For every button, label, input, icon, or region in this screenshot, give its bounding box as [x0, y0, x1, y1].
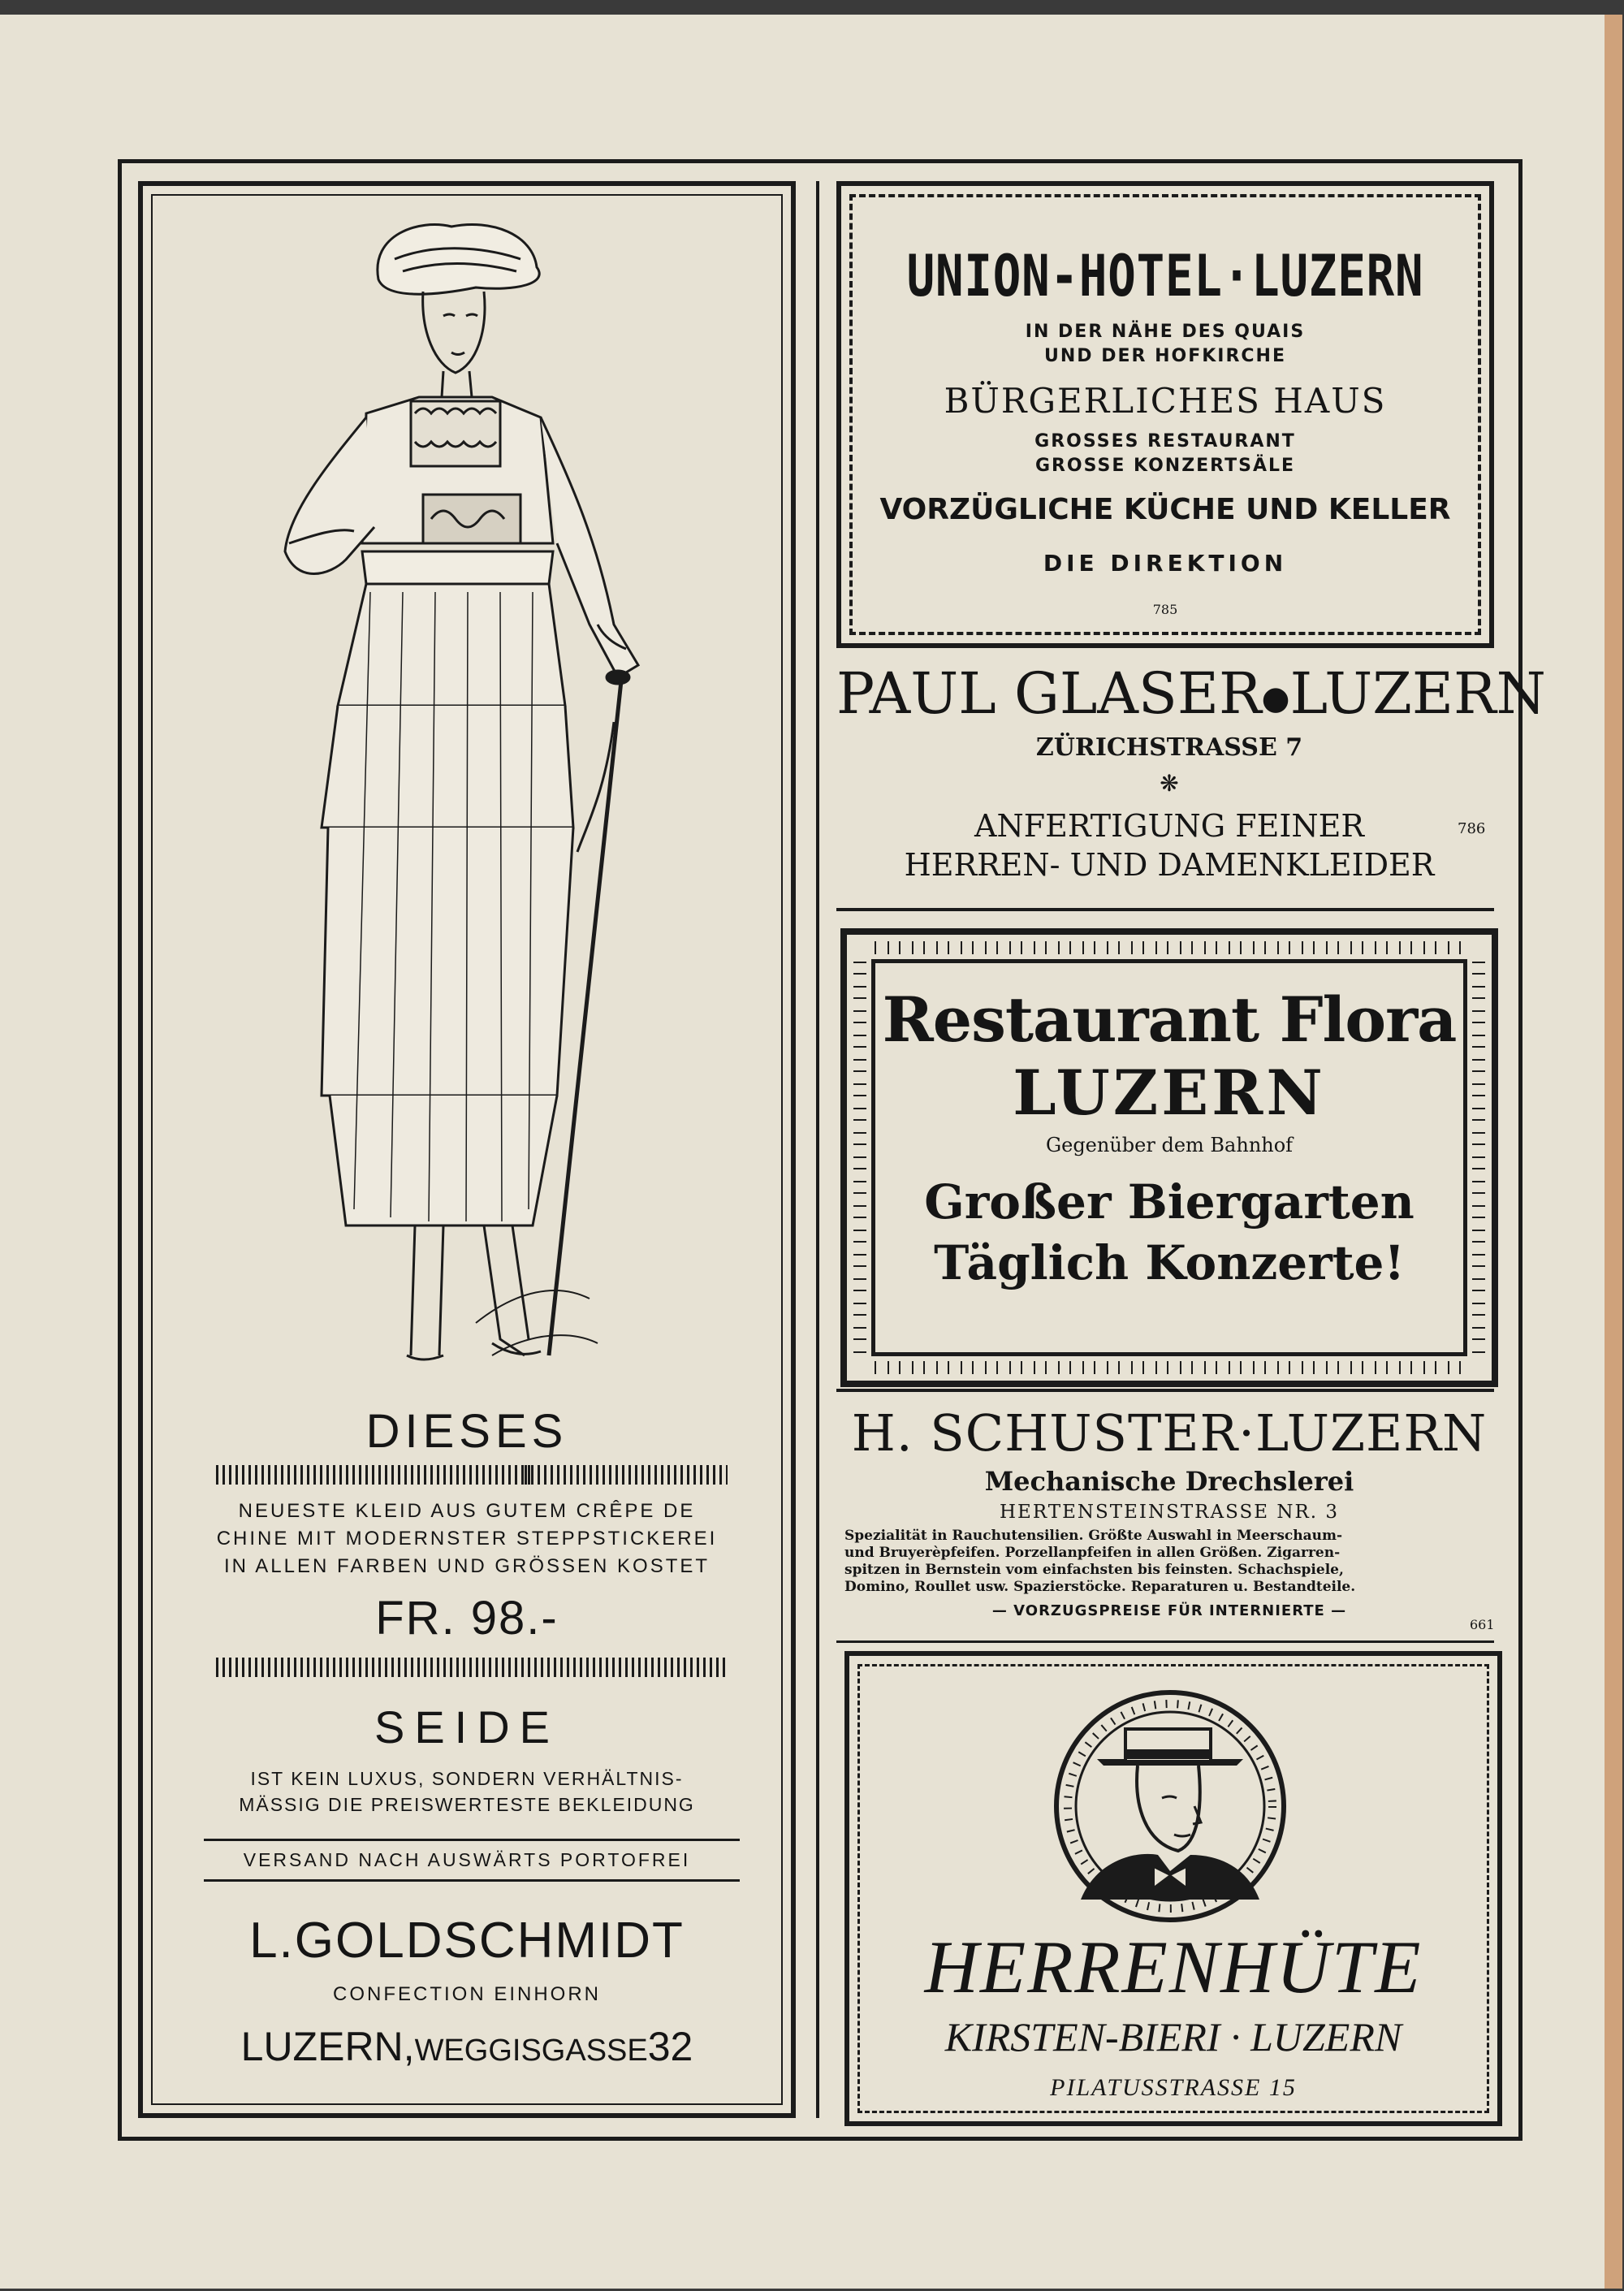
description-line: IN ALLEN FARBEN UND GRÖSSEN KOSTET — [223, 1555, 710, 1577]
divider-line — [204, 1839, 740, 1841]
ad-number: 785 — [1152, 602, 1178, 617]
location-line: IN DER NÄHE DES QUAIS — [1025, 322, 1306, 342]
address-city: LUZERN, — [240, 2024, 415, 2069]
chain-border — [871, 1361, 1467, 1374]
schuster-ad — [836, 1399, 1502, 1639]
flora-inner-frame — [871, 959, 1467, 1356]
section-divider — [836, 1389, 1494, 1392]
gentleman-portrait-icon — [1048, 1684, 1292, 1928]
divider-ticks — [525, 1465, 728, 1485]
description-line: IST KEIN LUXUS, SONDERN VERHÄLTNIS- — [250, 1768, 684, 1789]
flora-line1: Großer Biergarten — [924, 1174, 1415, 1230]
flora-city: LUZERN — [1013, 1057, 1326, 1129]
section-divider — [836, 1640, 1494, 1643]
divider-line — [204, 1879, 740, 1882]
schuster-street: HERTENSTEINSTRASSE NR. 3 — [999, 1502, 1340, 1523]
ornament-icon: ❋ — [1160, 770, 1179, 797]
body-line: Spezialität in Rauchutensilien. Größte Auswahl in Meerschaum- — [844, 1528, 1343, 1544]
glaser-services — [836, 806, 1502, 884]
divider-ticks — [216, 1658, 728, 1677]
headline-dieses: DIESES — [365, 1405, 568, 1458]
service-line: ANFERTIGUNG FEINER — [974, 808, 1364, 844]
description-line: MÄSSIG DIE PREISWERTESTE BEKLEIDUNG — [239, 1794, 695, 1815]
herrenhuete-ad — [844, 1651, 1502, 2126]
price: FR. 98.- — [375, 1592, 559, 1645]
address-number: 32 — [647, 2024, 693, 2069]
paul-glaser-ad — [836, 648, 1546, 908]
flora-title: Restaurant Flora — [882, 983, 1457, 1056]
description-line: CHINE MIT MODERNSTER STEPPSTICKEREI — [216, 1528, 718, 1550]
schuster-body — [844, 1528, 1494, 1596]
glaser-city: LUZERN — [1289, 660, 1546, 727]
address-street: WEGGISGASSE — [414, 2034, 648, 2068]
body-line: Domino, Roullet usw. Spazierstöcke. Reparaturen u. Bestandteile. — [844, 1579, 1356, 1595]
flora-location: Gegenüber dem Bahnhof — [1045, 1134, 1294, 1156]
hotel-signature: DIE DIREKTION — [1043, 550, 1288, 577]
bullet-dot: ● — [1261, 680, 1290, 717]
chain-border — [871, 941, 1467, 954]
column-divider — [816, 181, 819, 2118]
hotel-location — [841, 320, 1489, 369]
description-line: NEUESTE KLEID AUS GUTEM CRÊPE DE — [238, 1500, 696, 1522]
seide-description — [143, 1766, 791, 1818]
hotel-subtitle: BÜRGERLICHES HAUS — [944, 381, 1387, 421]
ad-number: 786 — [1458, 820, 1486, 837]
hotel-title: UNION-HOTEL·LUZERN — [906, 243, 1424, 309]
hotel-slogan: VORZÜGLICHE KÜCHE UND KELLER — [879, 493, 1451, 526]
firm-address — [143, 2023, 791, 2070]
dress-description — [143, 1498, 791, 1580]
glaser-street: ZÜRICHSTRASSE 7 — [1035, 733, 1303, 762]
chain-border — [853, 959, 866, 1356]
body-line: und Bruyerèpfeifen. Porzellanpfeifen in allen Größen. Zigarren- — [844, 1545, 1341, 1561]
firm-subtitle: CONFECTION EINHORN — [333, 1983, 601, 2005]
hats-street: PILATUSSTRASSE 15 — [1050, 2074, 1297, 2101]
hats-firm: KIRSTEN-BIERI · LUZERN — [944, 2014, 1402, 2060]
schuster-subtitle: Mechanische Drechslerei — [984, 1466, 1354, 1497]
schuster-title: H. SCHUSTER·LUZERN — [851, 1403, 1488, 1463]
chain-border — [1472, 959, 1485, 1356]
feature-line: GROSSE KONZERTSÄLE — [1034, 456, 1296, 476]
union-hotel-ad — [836, 181, 1494, 648]
flora-line2: Täglich Konzerte! — [934, 1235, 1405, 1290]
feature-line: GROSSES RESTAURANT — [1034, 431, 1296, 452]
headline-seide: SEIDE — [374, 1701, 560, 1753]
hats-title: HERRENHÜTE — [924, 1926, 1423, 2008]
glaser-name: PAUL GLASER — [836, 660, 1262, 727]
firm-name: L.GOLDSCHMIDT — [249, 1913, 685, 1969]
service-line: HERREN- UND DAMENKLEIDER — [904, 847, 1435, 883]
divider-ticks — [216, 1465, 419, 1485]
dress-illustration — [208, 202, 736, 1550]
magazine-page — [0, 15, 1622, 2289]
body-line: spitzen in Bernstein vom einfachsten bis feinsten. Schachspiele, — [844, 1562, 1344, 1578]
section-divider — [836, 908, 1494, 911]
ad-number: 661 — [1470, 1617, 1495, 1632]
location-line: UND DER HOFKIRCHE — [1044, 346, 1286, 366]
hotel-features — [841, 430, 1489, 478]
shipping-note: VERSAND NACH AUSWÄRTS PORTOFREI — [243, 1849, 691, 1870]
restaurant-flora-ad — [840, 928, 1498, 1387]
divider-ticks — [411, 1465, 533, 1485]
schuster-footer: — VORZUGSPREISE FÜR INTERNIERTE — — [991, 1602, 1347, 1619]
goldschmidt-ad — [138, 181, 796, 2118]
glaser-title — [836, 660, 1546, 727]
